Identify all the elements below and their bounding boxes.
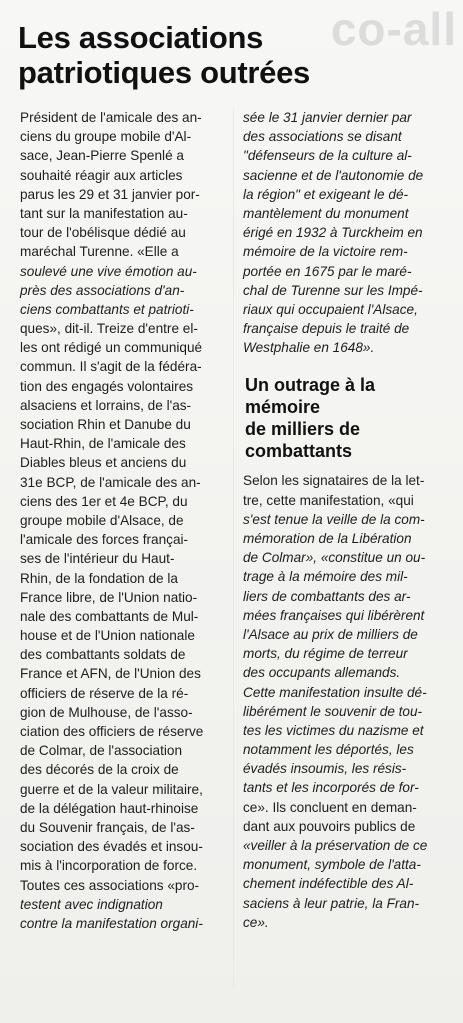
column-divider bbox=[233, 108, 234, 988]
body-line: de Colmar, de l'association bbox=[20, 743, 183, 759]
body-line: la région" et exigeant le dé- bbox=[243, 186, 409, 202]
body-line: ciens du groupe mobile d'Al- bbox=[20, 129, 192, 145]
body-line: tant sur la manifestation au- bbox=[20, 205, 188, 221]
body-line: dant aux pouvoirs publics de bbox=[243, 818, 416, 834]
body-line: Cette manifestation insulte dé- bbox=[243, 684, 427, 700]
body-line: sacienne et de l'autonomie de bbox=[243, 167, 424, 183]
body-line: s'est tenue la veille de la com- bbox=[243, 511, 425, 527]
body-line: soulevé une vive émotion au- bbox=[20, 263, 197, 279]
body-line: testent avec indignation bbox=[20, 896, 163, 912]
body-line: liers de combattants des ar- bbox=[243, 588, 411, 604]
body-line: ce». bbox=[243, 914, 269, 930]
body-line: tour de l'obélisque dédié au bbox=[20, 225, 186, 241]
body-line: 31e BCP, de l'amicale des an- bbox=[20, 474, 201, 490]
body-line: «veiller à la préservation de ce bbox=[243, 838, 428, 853]
body-line: commun. Il s'agit de la fédéra- bbox=[20, 359, 202, 375]
body-line: Président de l'amicale des an- bbox=[20, 110, 202, 125]
subheading-line-4: combattants bbox=[245, 441, 353, 462]
body-line: Westphalie en 1648». bbox=[243, 340, 375, 356]
body-line: France et AFN, de l'Union des bbox=[20, 666, 201, 682]
body-line: portée en 1675 par le maré- bbox=[243, 263, 412, 279]
body-line: française depuis le traité de bbox=[243, 321, 410, 337]
body-line: l'amicale des forces françai- bbox=[20, 532, 189, 548]
body-line: "défenseurs de la culture al- bbox=[243, 148, 412, 164]
body-line: mées françaises qui libérèrent bbox=[243, 607, 425, 623]
body-line: Selon les signataires de la let- bbox=[243, 473, 425, 489]
body-line: tes les victimes du nazisme et bbox=[243, 722, 424, 738]
body-line: house et de l'Union nationale bbox=[20, 628, 195, 644]
body-line: tion des engagés volontaires bbox=[20, 378, 194, 394]
body-line: contre la manifestation organi- bbox=[20, 915, 203, 931]
body-line: près des associations d'an- bbox=[20, 282, 185, 298]
body-line: saciens à leur patrie, la Fran- bbox=[243, 895, 420, 911]
body-line: parus les 29 et 31 janvier por- bbox=[20, 186, 200, 202]
body-line: alsaciens et lorrains, de l'as- bbox=[20, 397, 192, 413]
body-line: érigé en 1932 à Turckheim en bbox=[243, 225, 423, 241]
body-line: sociation des évadés et insou- bbox=[20, 839, 203, 855]
body-line: chement indéfectible des Al- bbox=[243, 876, 414, 892]
body-line: de la délégation haut-rhinoise bbox=[20, 800, 199, 816]
body-line: mantèlement du monument bbox=[243, 205, 409, 221]
subheading-line-3: de milliers de bbox=[245, 419, 361, 440]
headline-line-2: patriotiques outrées bbox=[18, 55, 310, 90]
body-line: les ont rédigé un communiqué bbox=[20, 340, 203, 356]
body-line: mis à l'incorporation de force. bbox=[20, 858, 198, 874]
subheading bbox=[243, 374, 440, 462]
body-line: mémoration de la Libération bbox=[243, 531, 412, 546]
body-line: tants et les incorporés de for- bbox=[243, 780, 419, 796]
body-line: sée le 31 janvier dernier par bbox=[243, 110, 412, 125]
body-line: des combattants soldats de bbox=[20, 647, 186, 663]
body-line: sociation Rhin et Danube du bbox=[20, 417, 191, 432]
body-line: des occupants allemands. bbox=[243, 665, 401, 681]
body-line: officiers de réserve de la ré- bbox=[20, 685, 189, 701]
body-line: sace, Jean-Pierre Spenlé a bbox=[20, 148, 184, 164]
body-line: souhaité réagir aux articles bbox=[20, 167, 183, 183]
body-line: Rhin, de la fondation de la bbox=[20, 570, 178, 586]
body-line: ciens combattants et patrioti- bbox=[20, 301, 194, 317]
body-line: évadés insoumis, les résis- bbox=[243, 761, 407, 777]
body-line: Toutes ces associations «pro- bbox=[20, 877, 200, 893]
article-column-right bbox=[243, 108, 440, 932]
body-line: de Colmar», «constitue un ou- bbox=[243, 550, 426, 566]
body-line: du Souvenir français, de l'as- bbox=[20, 819, 195, 835]
body-line: ciation des officiers de réserve bbox=[20, 724, 204, 739]
body-line: groupe mobile d'Alsace, de bbox=[20, 512, 184, 528]
body-line: monument, symbole de l'atta- bbox=[243, 857, 421, 873]
body-line: chal de Turenne sur les Impé- bbox=[243, 282, 423, 298]
body-line: tre, cette manifestation, «qui bbox=[243, 492, 414, 508]
body-line: trage à la mémoire des mil- bbox=[243, 569, 408, 585]
body-line: nale des combattants de Mul- bbox=[20, 608, 199, 624]
body-line: maréchal Turenne. «Elle a bbox=[20, 244, 179, 260]
body-line: des associations se disant bbox=[243, 129, 402, 145]
body-line: Diables bleus et anciens du bbox=[20, 455, 187, 471]
body-line: guerre et de la valeur militaire, bbox=[20, 781, 203, 797]
headline bbox=[18, 20, 448, 90]
body-line: morts, du régime de terreur bbox=[243, 646, 408, 662]
body-line: libérément le souvenir de tou- bbox=[243, 703, 423, 719]
body-line: gion de Mulhouse, de l'asso- bbox=[20, 704, 193, 720]
article-column-left bbox=[20, 108, 228, 933]
body-line: ciens des 1er et 4e BCP, du bbox=[20, 493, 188, 509]
body-line: ses de l'intérieur du Haut- bbox=[20, 551, 175, 567]
body-line: ques», dit-il. Treize d'entre el- bbox=[20, 321, 198, 337]
body-line: mémoire de la victoire rem- bbox=[243, 244, 408, 260]
body-line: France libre, de l'Union natio- bbox=[20, 589, 198, 605]
body-line: riaux qui occupaient l'Alsace, bbox=[243, 301, 418, 317]
bleed-through-masthead: co-all bbox=[330, 3, 457, 55]
body-line: notamment les déportés, les bbox=[243, 742, 414, 758]
body-line: l'Alsace au prix de milliers de bbox=[243, 626, 418, 642]
body-line: des décorés de la croix de bbox=[20, 762, 179, 778]
subheading-line-2: mémoire bbox=[245, 397, 321, 418]
body-line: Haut-Rhin, de l'amicale des bbox=[20, 436, 186, 452]
subheading-line-1: Un outrage à la bbox=[245, 375, 376, 396]
headline-line-1: Les associations bbox=[18, 20, 264, 55]
body-line: ce». Ils concluent en deman- bbox=[243, 799, 417, 815]
